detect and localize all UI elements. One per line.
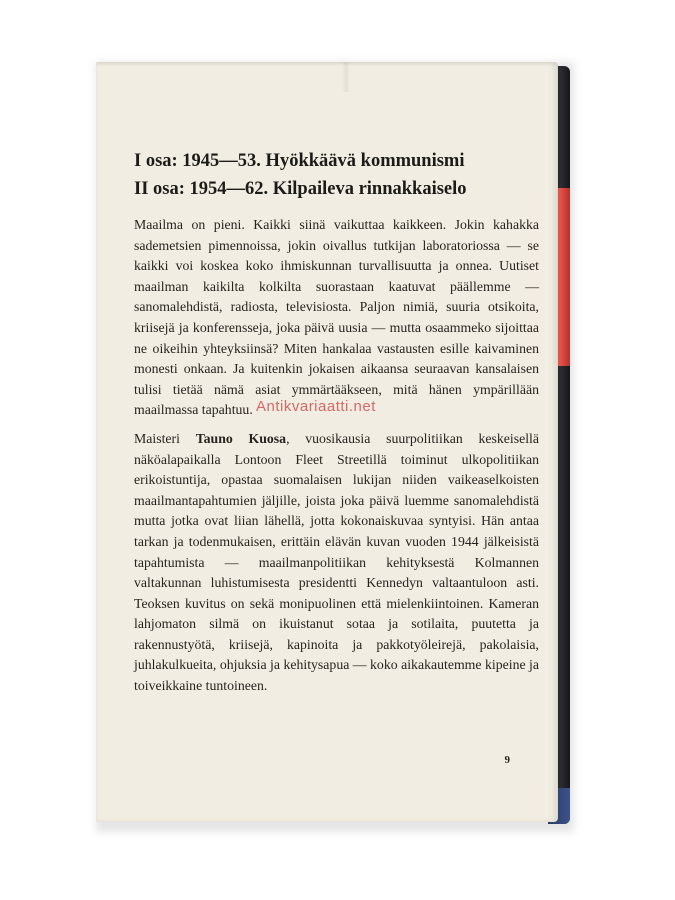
author-intro: Maisteri bbox=[134, 430, 196, 446]
volume-title-2: II osa: 1954—62. Kilpaileva rinnakkaiselo bbox=[134, 179, 467, 199]
author-name: Tauno Kuosa bbox=[195, 430, 287, 446]
blurb-text bbox=[134, 215, 539, 697]
blurb-paragraph-2 bbox=[134, 429, 539, 697]
author-description: , vuosikausia suurpolitiikan keskeisellä näköalapaikalla Lontoon Fleet Streetillä toiminut ulkopolitiikan erikoistuntija, opastaa suomalaisen lukijan niiden vaikeaselkoisten maailmantapahtumien jäljille, joista joka päivä luemme sanomalehdistä mutta jotka ovat liian lähellä, jotta kokonaiskuvaa syntyisi. Hän antaa tarkan ja todenmukaisen, erittäin elävän kuvan vuoden 1944 jälkeisistä tapahtumista — maailmanpolitiikan kehityksestä Kolmannen valtakunnan luhistumisesta presidentti Kennedyn valtaantuloon asti. Teoksen kuvitus on sekä monipuolinen että mielenkiintoinen. Kameran lahjomaton silmä on ikuistanut sotaa ja sotilaita, puutetta ja rakennustyötä, kriisejä, kapinoita ja pakkotyöleirejä, pakolaisia, juhlakulkueita, ohjuksia ja kehitysapua — koko aikakautemme kipeine ja toiveikkaine tuntoineen. bbox=[134, 430, 539, 694]
dust-jacket-back bbox=[96, 62, 558, 822]
blurb-paragraph-1: Maailma on pieni. Kaikki siinä vaikuttaa kaikkeen. Jokin kahakka sademetsien pimennoissa, jokin oivallus tutkijan laboratoriossa — se kaikki voi koskea koko ihmiskunnan turvallisuutta ja onnea. Uutiset maailman kaikilta kolkilta suorastaan kaatuvat päällemme — sanomalehdistä, radiosta, televisiosta. Paljon nimiä, suuria otsikoita, kriisejä ja konferensseja, joka päivä uusia — mutta osaammeko sijoittaa ne oikeihin yhteyksiinsä? Miten hankalaa vastausten esille kaivaminen monesti onkaan. Ja kuitenkin jokaisen aikaansa seuraavan kansalaisen tulisi tietää nämä asiat ymmärtääkseen, mitä hänen ympärillään maailmassa tapahtuu. bbox=[134, 217, 539, 418]
watermark: Antikvariaatti.net bbox=[256, 398, 376, 415]
volume-title-1: I osa: 1945—53. Hyökkäävä kommunismi bbox=[134, 151, 465, 171]
jacket-crease bbox=[342, 62, 350, 92]
page-number: 9 bbox=[504, 754, 510, 766]
volume-titles bbox=[134, 147, 544, 203]
